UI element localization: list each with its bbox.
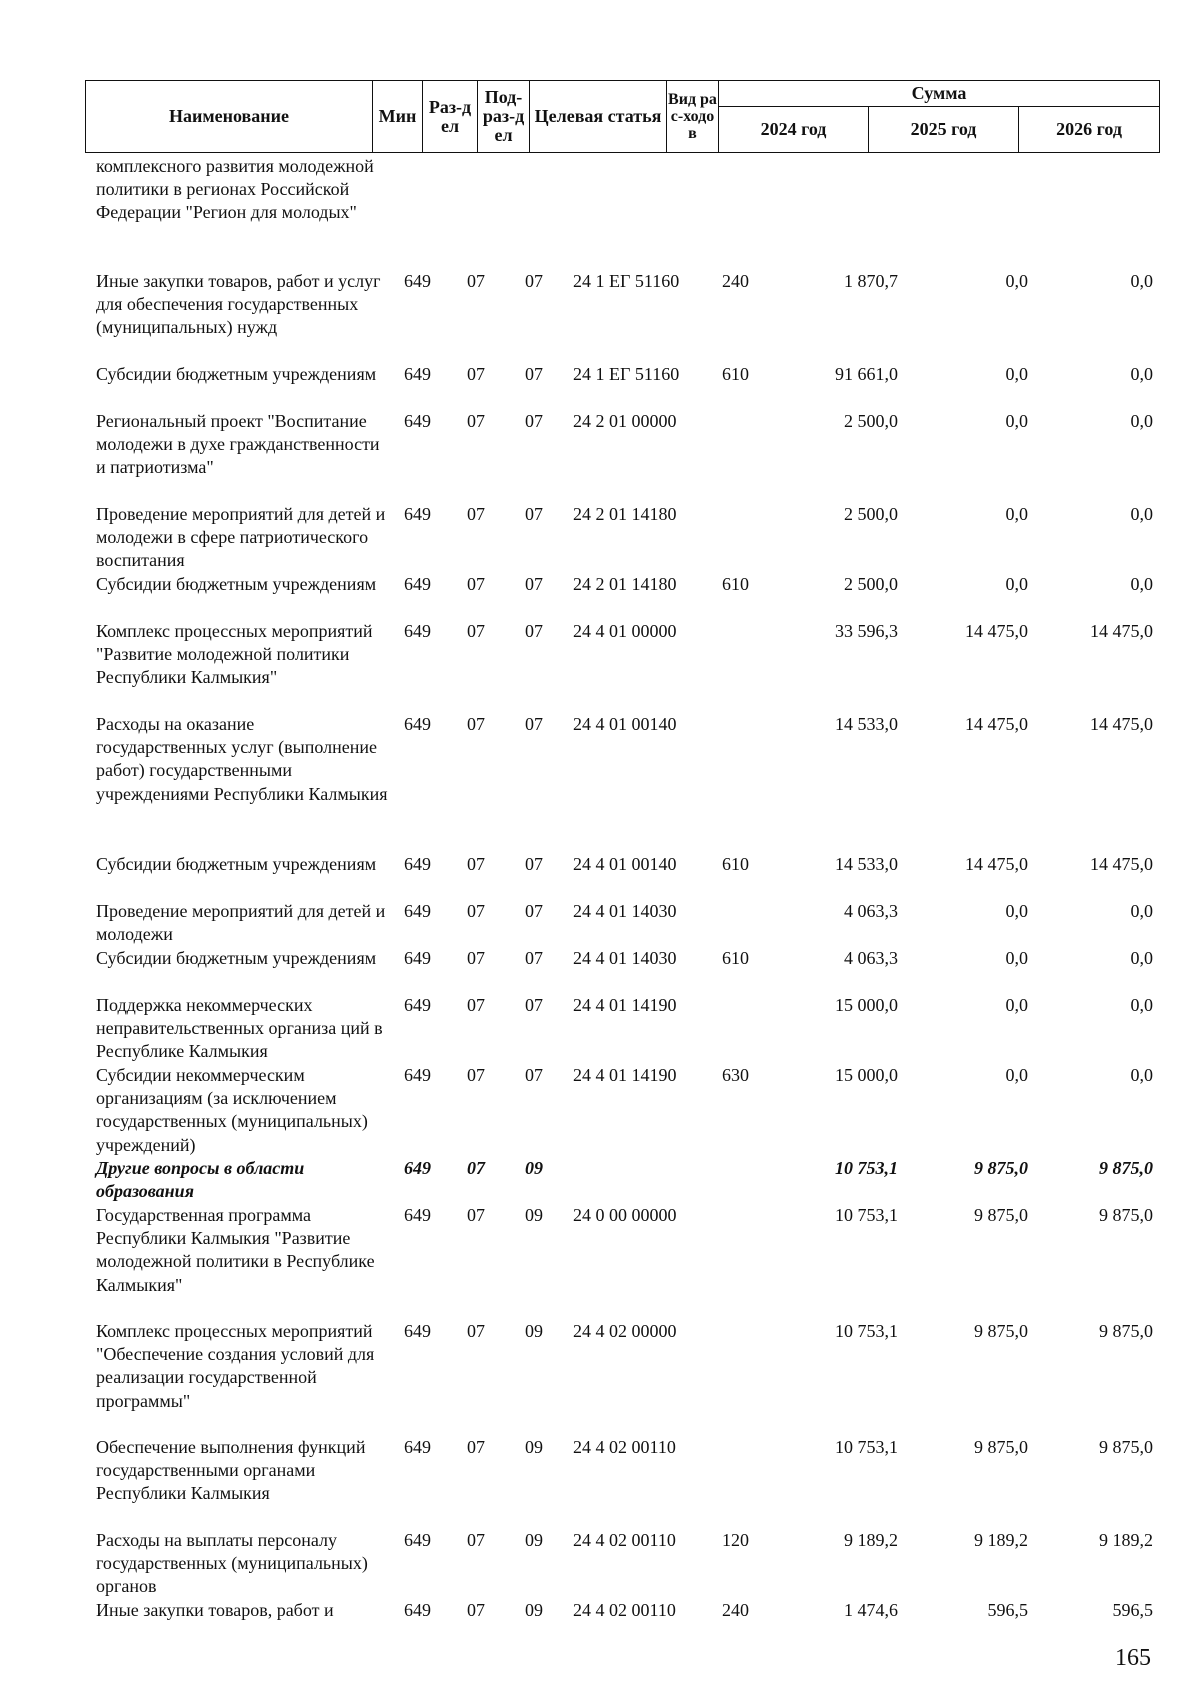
cell-y2024: 9 189,2	[844, 1530, 898, 1550]
cell-y2025: 596,5	[987, 1600, 1028, 1620]
cell-article: 24 4 02 00110	[573, 1437, 676, 1457]
cell-name: Иные закупки товаров, работ и	[96, 1600, 334, 1620]
cell-razdel: 07	[467, 621, 485, 641]
cell-podrazdel: 09	[525, 1600, 543, 1620]
cell-min: 649	[404, 1065, 431, 1085]
cell-article: 24 4 01 14030	[573, 901, 677, 921]
column-header-2024: 2024 год	[719, 107, 869, 153]
cell-razdel: 07	[467, 714, 485, 734]
cell-podrazdel: 07	[525, 995, 543, 1015]
cell-name: Субсидии некоммерческим организациям (за исключением государственных (муниципальных) учреждений)	[96, 1065, 368, 1155]
cell-y2026: 9 189,2	[1099, 1530, 1153, 1550]
cell-min: 649	[404, 901, 431, 921]
cell-article: 24 4 01 00140	[573, 714, 677, 734]
cell-y2026: 14 475,0	[1090, 854, 1153, 874]
cell-podrazdel: 07	[525, 411, 543, 431]
cell-y2026: 9 875,0	[1099, 1321, 1153, 1341]
cell-min: 649	[404, 411, 431, 431]
column-header-podrazdel: Под-раз-дел	[478, 81, 530, 153]
cell-y2024: 91 661,0	[835, 364, 898, 384]
cell-min: 649	[404, 1158, 431, 1178]
cell-y2026: 0,0	[1130, 364, 1153, 384]
cell-y2026: 0,0	[1130, 504, 1153, 524]
cell-razdel: 07	[467, 1530, 485, 1550]
cell-razdel: 07	[467, 995, 485, 1015]
cell-y2026: 0,0	[1130, 948, 1153, 968]
column-header-article: Целевая статья	[530, 81, 667, 153]
cell-y2025: 0,0	[1005, 271, 1028, 291]
cell-y2026: 0,0	[1130, 901, 1153, 921]
cell-razdel: 07	[467, 1600, 485, 1620]
cell-razdel: 07	[467, 411, 485, 431]
cell-name: Поддержка некоммерческих неправительственных организа ций в Республике Калмыкия	[96, 995, 383, 1062]
cell-name: Субсидии бюджетным учреждениям	[96, 364, 377, 384]
cell-min: 649	[404, 1321, 431, 1341]
cell-min: 649	[404, 1600, 431, 1620]
cell-vid: 610	[722, 948, 749, 968]
cell-name: Субсидии бюджетным учреждениям	[96, 854, 377, 874]
cell-min: 649	[404, 714, 431, 734]
cell-article: 24 1 ЕГ 51160	[573, 271, 680, 291]
cell-article: 24 4 02 00000	[573, 1321, 677, 1341]
cell-y2025: 0,0	[1005, 995, 1028, 1015]
cell-min: 649	[404, 574, 431, 594]
cell-y2024: 10 753,1	[835, 1205, 898, 1225]
cell-y2026: 0,0	[1130, 411, 1153, 431]
cell-y2025: 14 475,0	[965, 621, 1028, 641]
column-header-2026: 2026 год	[1019, 107, 1160, 153]
cell-podrazdel: 07	[525, 574, 543, 594]
cell-podrazdel: 07	[525, 948, 543, 968]
cell-vid: 610	[722, 574, 749, 594]
cell-min: 649	[404, 271, 431, 291]
cell-y2024: 10 753,1	[835, 1437, 898, 1457]
cell-razdel: 07	[467, 1158, 485, 1178]
cell-razdel: 07	[467, 574, 485, 594]
cell-name: Иные закупки товаров, работ и услуг для обеспечения государственных (муниципальных) нужд	[96, 271, 381, 338]
cell-name: Обеспечение выполнения функций государственными органами Республики Калмыкия	[96, 1437, 366, 1504]
cell-razdel: 07	[467, 948, 485, 968]
cell-name: Проведение мероприятий для детей и молодежи в сфере патриотического воспитания	[96, 504, 386, 571]
cell-y2024: 4 063,3	[844, 948, 898, 968]
cell-min: 649	[404, 364, 431, 384]
cell-name: Комплекс процессных мероприятий "Обеспечение создания условий для реализации государственной программы"	[96, 1321, 375, 1411]
cell-name: Субсидии бюджетным учреждениям	[96, 948, 377, 968]
cell-razdel: 07	[467, 901, 485, 921]
cell-podrazdel: 09	[525, 1158, 543, 1178]
column-header-2025: 2025 год	[869, 107, 1019, 153]
cell-y2024: 2 500,0	[844, 574, 898, 594]
cell-article: 24 4 01 14190	[573, 995, 677, 1015]
cell-y2025: 9 875,0	[974, 1205, 1028, 1225]
cell-min: 649	[404, 504, 431, 524]
cell-vid: 240	[722, 1600, 749, 1620]
cell-article: 24 4 02 00110	[573, 1600, 676, 1620]
cell-y2024: 1 474,6	[844, 1600, 898, 1620]
cell-article: 24 2 01 00000	[573, 411, 677, 431]
cell-podrazdel: 07	[525, 901, 543, 921]
cell-vid: 610	[722, 854, 749, 874]
cell-podrazdel: 07	[525, 271, 543, 291]
cell-article: 24 4 01 14030	[573, 948, 677, 968]
cell-y2025: 0,0	[1005, 948, 1028, 968]
cell-y2026: 9 875,0	[1099, 1437, 1153, 1457]
cell-razdel: 07	[467, 364, 485, 384]
cell-article: 24 4 01 00140	[573, 854, 677, 874]
cell-vid: 610	[722, 364, 749, 384]
cell-article: 24 1 ЕГ 51160	[573, 364, 680, 384]
cell-y2025: 0,0	[1005, 364, 1028, 384]
cell-y2026: 0,0	[1130, 271, 1153, 291]
page-number: 165	[1115, 1645, 1151, 1671]
cell-min: 649	[404, 1205, 431, 1225]
cell-name: Субсидии бюджетным учреждениям	[96, 574, 377, 594]
column-header-min: Мин	[373, 81, 423, 153]
cell-podrazdel: 07	[525, 364, 543, 384]
cell-y2025: 14 475,0	[965, 714, 1028, 734]
cell-y2025: 9 189,2	[974, 1530, 1028, 1550]
cell-podrazdel: 09	[525, 1437, 543, 1457]
cell-vid: 630	[722, 1065, 749, 1085]
cell-y2024: 15 000,0	[835, 995, 898, 1015]
cell-y2025: 14 475,0	[965, 854, 1028, 874]
cell-y2025: 0,0	[1005, 1065, 1028, 1085]
cell-y2024: 10 753,1	[835, 1321, 898, 1341]
cell-y2024: 14 533,0	[835, 714, 898, 734]
cell-article: 24 2 01 14180	[573, 504, 677, 524]
cell-name: Проведение мероприятий для детей и молодежи	[96, 901, 386, 945]
cell-razdel: 07	[467, 504, 485, 524]
cell-y2025: 0,0	[1005, 574, 1028, 594]
column-header-vid: Вид рас-ходов	[667, 81, 719, 153]
cell-y2024: 33 596,3	[835, 621, 898, 641]
cell-name: Расходы на выплаты персоналу государственных (муниципальных) органов	[96, 1530, 368, 1597]
cell-y2026: 9 875,0	[1099, 1205, 1153, 1225]
column-header-name: Наименование	[86, 81, 373, 153]
column-header-sum: Сумма	[719, 81, 1160, 107]
cell-y2025: 9 875,0	[974, 1437, 1028, 1457]
cell-article: 24 4 01 00000	[573, 621, 677, 641]
cell-razdel: 07	[467, 1437, 485, 1457]
cell-y2026: 0,0	[1130, 1065, 1153, 1085]
cell-y2024: 2 500,0	[844, 411, 898, 431]
cell-razdel: 07	[467, 1065, 485, 1085]
cell-podrazdel: 07	[525, 1065, 543, 1085]
cell-y2025: 0,0	[1005, 504, 1028, 524]
column-header-razdel: Раз-дел	[423, 81, 478, 153]
cell-y2024: 1 870,7	[844, 271, 898, 291]
cell-y2025: 0,0	[1005, 901, 1028, 921]
cell-y2025: 9 875,0	[974, 1321, 1028, 1341]
cell-y2024: 4 063,3	[844, 901, 898, 921]
cell-podrazdel: 09	[525, 1205, 543, 1225]
cell-y2026: 14 475,0	[1090, 714, 1153, 734]
cell-y2025: 9 875,0	[974, 1158, 1028, 1178]
cell-razdel: 07	[467, 271, 485, 291]
cell-min: 649	[404, 1437, 431, 1457]
cell-y2025: 0,0	[1005, 411, 1028, 431]
cell-podrazdel: 07	[525, 621, 543, 641]
cell-podrazdel: 09	[525, 1530, 543, 1550]
cell-podrazdel: 07	[525, 854, 543, 874]
cell-min: 649	[404, 854, 431, 874]
cell-vid: 120	[722, 1530, 749, 1550]
cell-y2026: 596,5	[1112, 1600, 1153, 1620]
cell-name: комплексного развития молодежной политики в регионах Российской Федерации "Регион для молодых"	[96, 156, 374, 223]
cell-y2026: 14 475,0	[1090, 621, 1153, 641]
cell-razdel: 07	[467, 854, 485, 874]
cell-name: Государственная программа Республики Калмыкия "Развитие молодежной политики в Республике Калмыкия"	[96, 1205, 375, 1295]
cell-min: 649	[404, 995, 431, 1015]
cell-y2026: 0,0	[1130, 995, 1153, 1015]
cell-article: 24 4 02 00110	[573, 1530, 676, 1550]
cell-y2024: 10 753,1	[835, 1158, 898, 1178]
cell-y2024: 2 500,0	[844, 504, 898, 524]
cell-y2024: 15 000,0	[835, 1065, 898, 1085]
cell-razdel: 07	[467, 1205, 485, 1225]
cell-article: 24 4 01 14190	[573, 1065, 677, 1085]
cell-name: Расходы на оказание государственных услуг (выполнение работ) государственными учреждениями Республики Калмыкия	[96, 714, 388, 804]
cell-podrazdel: 07	[525, 714, 543, 734]
cell-name: Комплекс процессных мероприятий "Развитие молодежной политики Республики Калмыкия"	[96, 621, 373, 688]
cell-vid: 240	[722, 271, 749, 291]
cell-article: 24 2 01 14180	[573, 574, 677, 594]
cell-min: 649	[404, 1530, 431, 1550]
cell-y2026: 0,0	[1130, 574, 1153, 594]
cell-article: 24 0 00 00000	[573, 1205, 677, 1225]
cell-name: Другие вопросы в области образования	[96, 1158, 305, 1202]
cell-podrazdel: 07	[525, 504, 543, 524]
cell-podrazdel: 09	[525, 1321, 543, 1341]
cell-y2026: 9 875,0	[1099, 1158, 1153, 1178]
cell-min: 649	[404, 621, 431, 641]
cell-min: 649	[404, 948, 431, 968]
cell-razdel: 07	[467, 1321, 485, 1341]
cell-name: Региональный проект "Воспитание молодежи в духе гражданственности и патриотизма"	[96, 411, 380, 478]
cell-y2024: 14 533,0	[835, 854, 898, 874]
